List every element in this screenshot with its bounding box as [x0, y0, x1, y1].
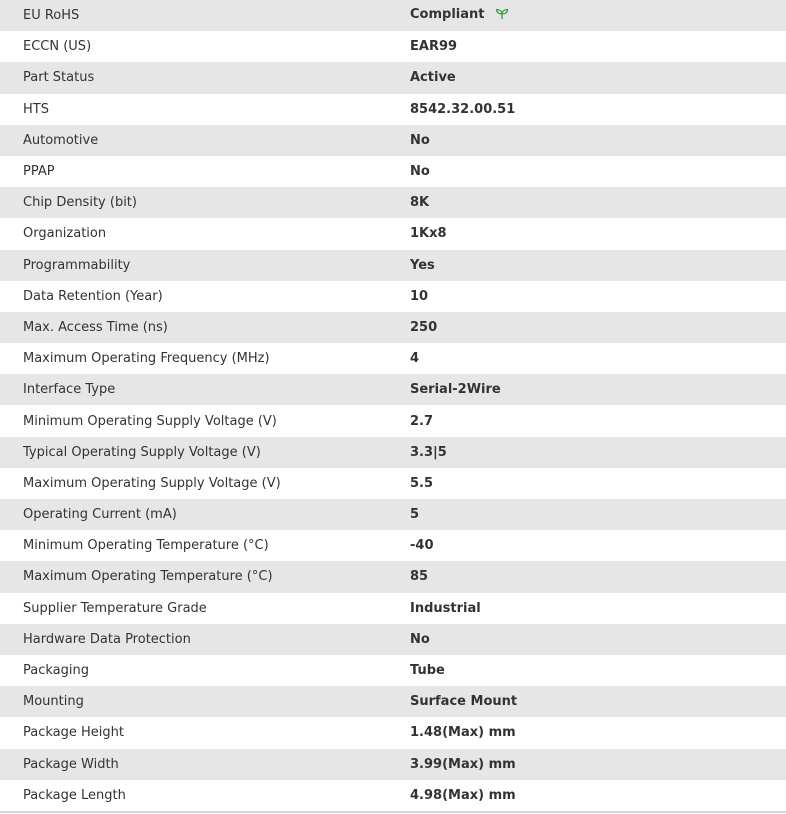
spec-label: Organization: [23, 226, 107, 242]
spec-label: Hardware Data Protection: [23, 631, 191, 647]
spec-label: Automotive: [23, 132, 99, 148]
spec-label: Packaging: [23, 663, 89, 679]
spec-value: Tube: [410, 663, 445, 679]
spec-row-chip-density: [0, 187, 786, 218]
spec-value: Compliant: [410, 7, 485, 23]
spec-row-eu-rohs: [0, 0, 786, 31]
spec-label: Package Length: [23, 787, 126, 803]
spec-label: ECCN (US): [23, 39, 92, 55]
spec-row-min-temperature: [0, 530, 786, 561]
table-bottom-divider: [0, 811, 786, 813]
spec-value: No: [410, 631, 430, 647]
spec-value: Serial-2Wire: [410, 382, 501, 398]
spec-label: Max. Access Time (ns): [23, 319, 168, 335]
spec-label: Mounting: [23, 694, 84, 710]
spec-row-eccn: [0, 31, 786, 62]
spec-row-operating-current: [0, 499, 786, 530]
spec-value: Surface Mount: [410, 694, 518, 710]
spec-row-max-temperature: [0, 561, 786, 592]
spec-value-cell: [410, 0, 786, 31]
spec-label: Minimum Operating Supply Voltage (V): [23, 413, 277, 429]
spec-label: EU RoHS: [23, 8, 80, 24]
leaf-icon: [495, 8, 509, 24]
spec-row-data-retention: [0, 281, 786, 312]
spec-row-packaging: [0, 655, 786, 686]
spec-value: 3.3|5: [410, 444, 447, 460]
spec-label: HTS: [23, 101, 49, 117]
spec-row-package-height: [0, 717, 786, 748]
spec-value: 8K: [410, 195, 430, 211]
spec-value: 1.48(Max) mm: [410, 725, 516, 741]
spec-label: Maximum Operating Temperature (°C): [23, 569, 273, 585]
spec-value: 250: [410, 319, 438, 335]
spec-value: No: [410, 132, 430, 148]
spec-label: Minimum Operating Temperature (°C): [23, 538, 269, 554]
spec-value: 5: [410, 507, 420, 523]
spec-value: 5.5: [410, 475, 434, 491]
spec-row-ppap: [0, 156, 786, 187]
spec-value: 85: [410, 569, 429, 585]
spec-row-max-frequency: [0, 343, 786, 374]
spec-label: Programmability: [23, 257, 131, 273]
spec-row-mounting: [0, 686, 786, 717]
spec-row-temperature-grade: [0, 593, 786, 624]
spec-label: Supplier Temperature Grade: [23, 600, 207, 616]
spec-row-organization: [0, 218, 786, 249]
spec-value: 4.98(Max) mm: [410, 787, 516, 803]
spec-value: -40: [410, 538, 434, 554]
spec-label: Part Status: [23, 70, 95, 86]
spec-row-package-width: [0, 749, 786, 780]
spec-value: No: [410, 164, 430, 180]
spec-value: Industrial: [410, 600, 481, 616]
spec-value: 1Kx8: [410, 226, 447, 242]
spec-label: Data Retention (Year): [23, 288, 163, 304]
spec-row-data-protection: [0, 624, 786, 655]
spec-label: Chip Density (bit): [23, 195, 137, 211]
spec-value: 4: [410, 351, 420, 367]
spec-value: 3.99(Max) mm: [410, 756, 516, 772]
spec-row-access-time: [0, 312, 786, 343]
spec-row-package-length: [0, 780, 786, 811]
spec-row-typ-supply-voltage: [0, 437, 786, 468]
spec-row-hts: [0, 94, 786, 125]
spec-label: Operating Current (mA): [23, 507, 177, 523]
spec-row-interface-type: [0, 374, 786, 405]
spec-value: 8542.32.00.51: [410, 101, 516, 117]
spec-label: Interface Type: [23, 382, 116, 398]
spec-row-programmability: [0, 250, 786, 281]
spec-row-part-status: [0, 62, 786, 93]
spec-label: Typical Operating Supply Voltage (V): [23, 444, 261, 460]
spec-label: Package Width: [23, 756, 119, 772]
spec-row-min-supply-voltage: [0, 405, 786, 436]
spec-value: 10: [410, 288, 429, 304]
spec-row-automotive: [0, 125, 786, 156]
spec-label: Package Height: [23, 725, 124, 741]
spec-value: Active: [410, 70, 456, 86]
spec-value: 2.7: [410, 413, 434, 429]
spec-label: Maximum Operating Supply Voltage (V): [23, 475, 281, 491]
spec-label: PPAP: [23, 164, 55, 180]
spec-label: Maximum Operating Frequency (MHz): [23, 351, 270, 367]
spec-row-max-supply-voltage: [0, 468, 786, 499]
spec-value: Yes: [410, 257, 435, 273]
spec-value: EAR99: [410, 39, 458, 55]
